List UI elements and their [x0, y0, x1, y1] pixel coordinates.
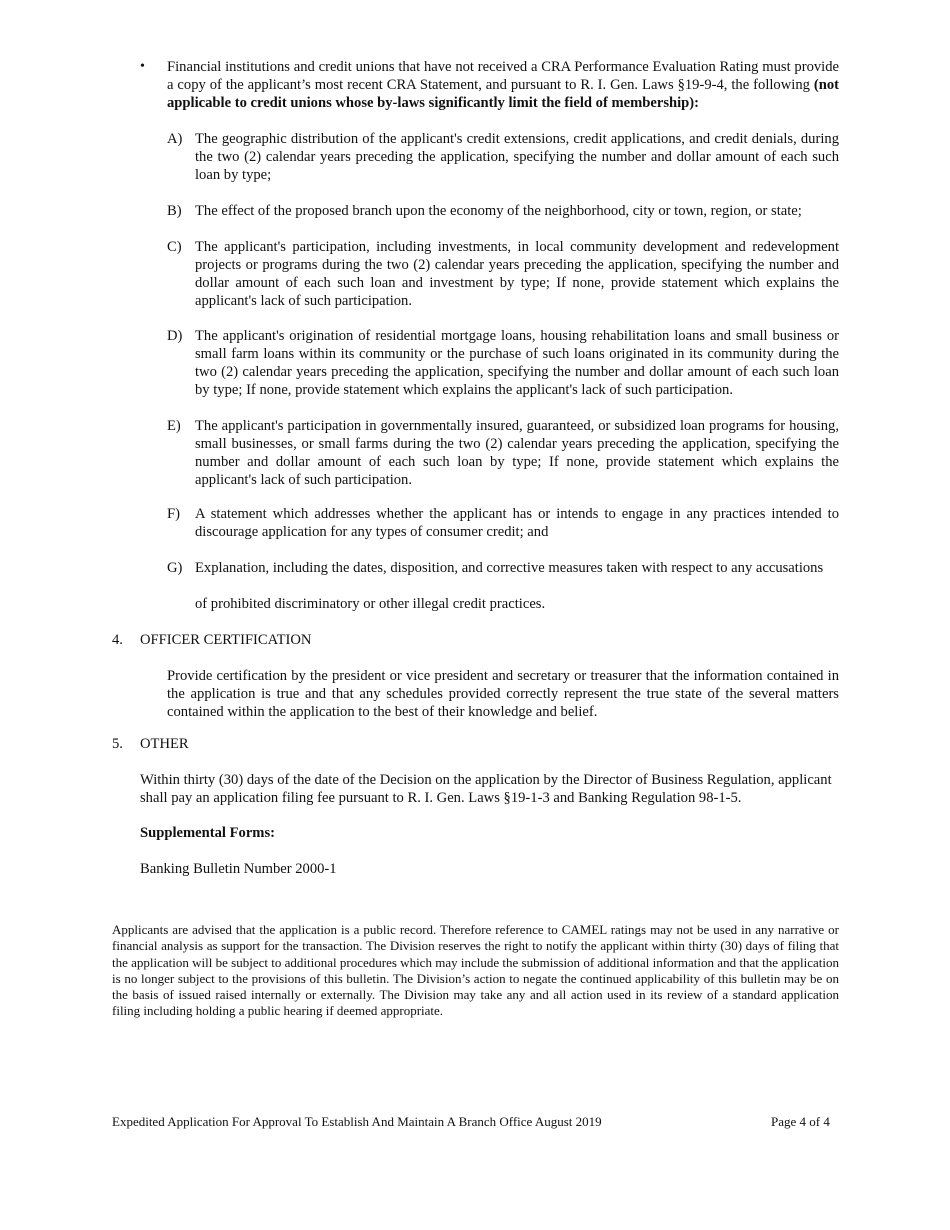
- section-4-number: 4.: [112, 632, 123, 648]
- section-5-title: OTHER: [140, 736, 189, 752]
- bullet-glyph: •: [140, 59, 145, 74]
- item-d-text: The applicant's origination of residential mortgage loans, housing rehabilitation loans and small business or small farm loans within its community or the purchase of such loans originated in its community during the two (2) calendar years preceding the application, specifying the number and dollar amount of each such loan by type; If none, provide statement which explains the applicant's lack of such participation.: [195, 328, 839, 398]
- item-a-label: A): [167, 131, 183, 147]
- item-f-label: F): [167, 506, 180, 522]
- item-c-text: The applicant's participation, including investments, in local community development and redevelopment projects or programs during the two (2) calendar years preceding the application, specifying the number and dollar amount of each such loan and investment by type; If none, provide statement which explains the applicant's lack of such participation.: [195, 239, 839, 309]
- footer-page-number: Page 4 of 4: [771, 1114, 830, 1129]
- item-g-label: G): [167, 560, 183, 576]
- section-5-body: Within thirty (30) days of the date of the Decision on the application by the Director of Business Regulation, applicant shall pay an application filing fee pursuant to R. I. Gen. Laws §19-1-3 and Banking Regulation 98-1-5.: [140, 772, 832, 806]
- supplemental-forms-heading: Supplemental Forms:: [140, 825, 275, 841]
- item-d-label: D): [167, 328, 183, 344]
- cra-requirement-text: Financial institutions and credit unions that have not received a CRA Performance Evaluation Rating must provide a copy of the applicant’s most recent CRA Statement, and pursuant to R. I. Gen. Laws §19-9-4, the following: [167, 59, 839, 93]
- cra-requirement-paragraph: [167, 58, 839, 112]
- footer-document-title: Expedited Application For Approval To Establish And Maintain A Branch Office August 2019: [112, 1114, 602, 1129]
- supplemental-forms-item: Banking Bulletin Number 2000-1: [140, 861, 337, 877]
- item-e-label: E): [167, 418, 181, 434]
- item-g-text-continued: of prohibited discriminatory or other illegal credit practices.: [195, 596, 546, 612]
- section-4-body: Provide certification by the president or vice president and secretary or treasurer that the information contained in the application is true and that any schedules provided correctly represent the true state of the several matters contained within the application to the best of their knowledge and belief.: [167, 668, 839, 720]
- item-g-text: Explanation, including the dates, disposition, and corrective measures taken with respect to any accusations: [195, 560, 824, 576]
- public-record-disclaimer: Applicants are advised that the application is a public record. Therefore reference to CAMEL ratings may not be used in any narrative or financial analysis as support for the transaction. The Division reserves the right to notify the applicant within thirty (30) days of filing that the application will be subject to additional procedures which may include the submission of additional information and that the application is no longer subject to the provisions of this bulletin. The Division’s action to negate the continued applicability of this bulletin may be on the basis of issued raised internally or externally. The Division may take any and all action used in its review of a standard application filing including holding a public hearing if deemed appropriate.: [112, 922, 839, 1019]
- item-b-text: The effect of the proposed branch upon the economy of the neighborhood, city or town, region, or state;: [195, 203, 802, 219]
- cra-requirement-bold-note: (not applicable to credit unions whose by-laws significantly limit the field of membership):: [167, 77, 839, 111]
- item-e-text: The applicant's participation in governmentally insured, guaranteed, or subsidized loan programs for housing, small businesses, or small farms during the two (2) calendar years preceding the application, specifying the number and dollar amount of each such loan by type; If none, provide statement which explains the applicant's lack of such participation.: [195, 418, 839, 488]
- section-5-number: 5.: [112, 736, 123, 752]
- section-4-title: OFFICER CERTIFICATION: [140, 632, 312, 648]
- item-f-text: A statement which addresses whether the applicant has or intends to engage in any practices intended to discourage application for any types of consumer credit; and: [195, 506, 839, 540]
- item-b-label: B): [167, 203, 182, 219]
- item-a-text: The geographic distribution of the applicant's credit extensions, credit applications, and credit denials, during the two (2) calendar years preceding the application, specifying the number and dollar amount of each such loan by type;: [195, 131, 839, 183]
- item-c-label: C): [167, 239, 182, 255]
